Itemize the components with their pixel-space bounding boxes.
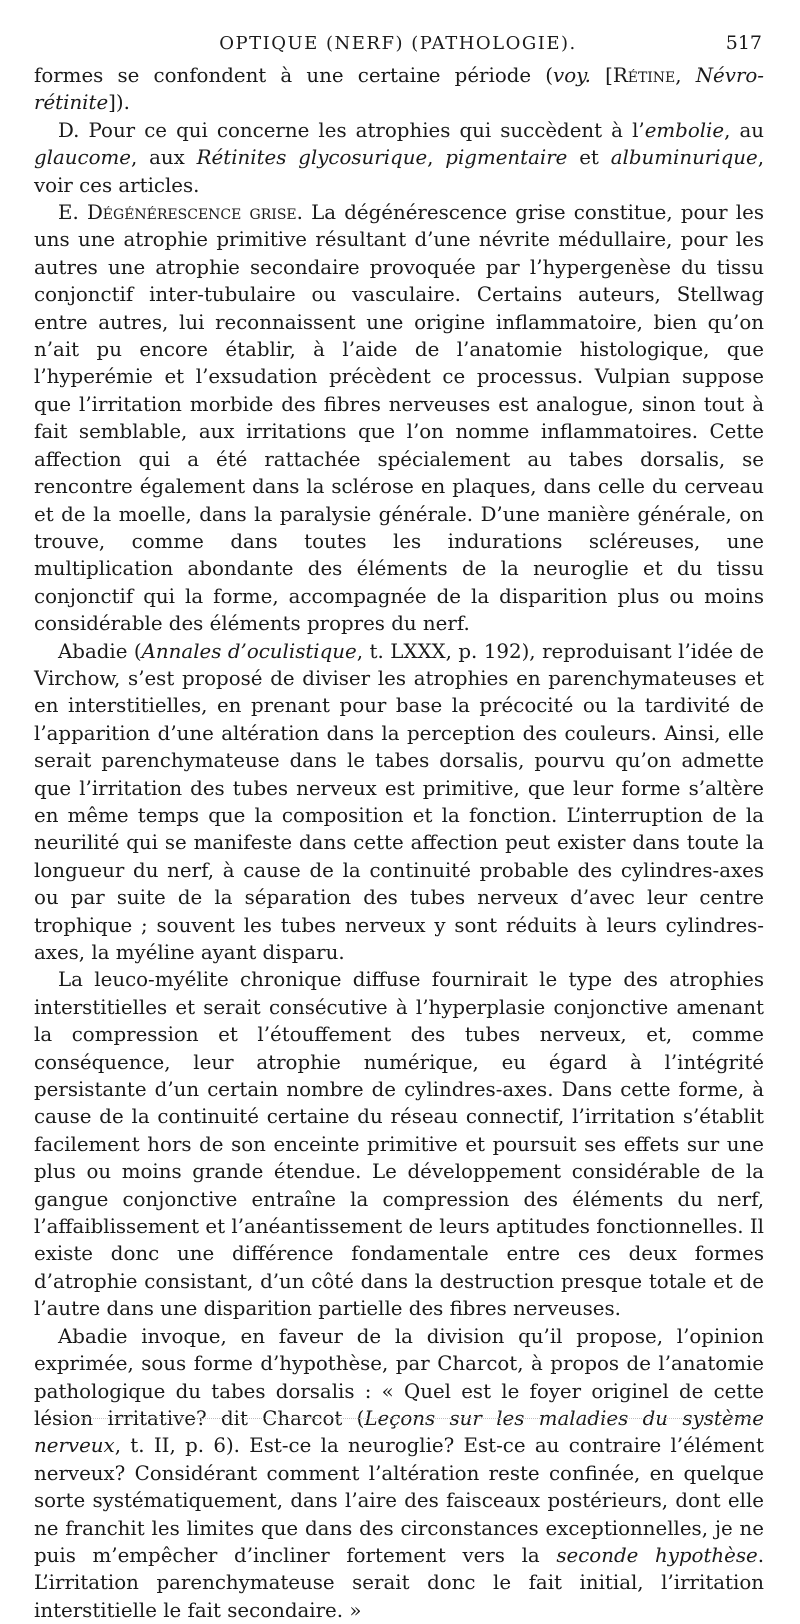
running-header <box>34 30 762 58</box>
header-title: OPTIQUE (NERF) (PATHOLOGIE). <box>219 33 577 54</box>
paragraph-d: D. Pour ce qui concerne les atrophies qui succèdent à l’embolie, au glaucome, aux Rétinites glycosurique, pigmentaire et albuminurique, voir ces articles. <box>34 118 765 197</box>
section-heading: Dégénérescence grise <box>86 201 297 225</box>
body-text <box>34 62 764 1624</box>
paragraph-continued: formes se confondent à une certaine période (voy. [Rétine, Névro-rétinite]). <box>34 64 764 115</box>
bleed-through-dots <box>60 1412 750 1419</box>
paragraph-abadie: Abadie (Annales d’oculistique, t. LXXX, p. 192), reproduisant l’idée de Virchow, s’est proposé de diviser les atrophies en parenchymateuses et en interstitielles, en prenant pour base la précocité ou la tardivité de l’apparition d’une altération dans la perception des couleurs. Ainsi, elle serait parenchymateuse dans le tabes dorsalis, pourvu qu’on admette que l’irritation des tubes nerveux est primitive, que leur forme s’altère en même temps que la composition et la fonction. L’interruption de la neurilité qui se manifeste dans cette affection peut exister dans toute la longueur du nerf, à cause de la continuité probable des cylindres-axes ou par suite de la séparation des tubes nerveux d’avec leur centre trophique ; souvent les tubes nerveux y sont réduits à leurs cylindres-axes, la myéline ayant disparu. <box>34 639 764 964</box>
paragraph-leuco-myelite: La leuco-myélite chronique diffuse fournirait le type des atrophies interstitielles et serait consécutive à l’hyperplasie conjonctive amenant la compression et l’étouffement des tubes nerveux, et, comme conséquence, leur atrophie numérique, eu égard à l’intégrité persistante d’un certain nombre de cylindres-axes. Dans cette forme, à cause de la continuité certaine du réseau connectif, l’irritation s’établit facilement hors de son enceinte primitive et poursuit ses effets sur une plus ou moins grande étendue. Le développement considérable de la gangue conjonctive entraîne la compression des éléments du nerf, l’affaiblissement et l’anéantissement de leurs aptitudes fonctionnelles. Il existe donc une différence fondamentale entre ces deux formes d’atrophie consistant, d’un côté dans la destruction presque totale et de l’autre dans une disparition partielle des fibres nerveuses. <box>34 968 764 1321</box>
page-number: 517 <box>725 32 762 54</box>
paragraph-e: E. Dégénérescence grise. La dégénérescence grise constitue, pour les uns une atrophie primitive résultant d’une névrite médullaire, pour les autres une atrophie secondaire provoquée par l’hypergenèse du tissu conjonctif inter-tubulaire ou vasculaire. Certains auteurs, Stellwag entre autres, lui reconnaissent une origine inflammatoire, bien qu’on n’ait pu encore établir, à l’aide de l’anatomie histologique, que l’hyperémie et l’exsudation précèdent ce processus. Vulpian suppose que l’irritation morbide des fibres nerveuses est analogue, sinon tout à fait semblable, aux irritations que l’on nomme inflammatoires. Cette affection qui a été rattachée spécialement au tabes dorsalis, se rencontre également dans la sclérose en plaques, dans celle du cerveau et de la moelle, dans la paralysie générale. D’une manière générale, on trouve, comme dans toutes les indurations scléreuses, une multiplication abondante des éléments de la neuroglie et du tissu conjonctif qui la forme, accompagnée de la disparition plus ou moins considérable des éléments propres du nerf. <box>34 201 764 636</box>
paragraph-charcot: Abadie invoque, en faveur de la division qu’il propose, l’opinion exprimée, sous forme d’hypothèse, par Charcot, à propos de l’anatomie pathologique du tabes dorsalis : « Quel est le foyer originel de cette lésion irritative? dit Charcot (Leçons sur les maladies du système nerveux, t. II, p. 6). Est-ce la neuroglie? Est-ce au contraire l’élément nerveux? Considérant comment l’altération reste confinée, en quelque sorte systématiquement, dans l’aire des faisceaux postérieurs, dont elle ne franchit les limites que dans des circonstances exceptionnelles, je ne puis m’empêcher d’incliner fortement vers la seconde hypothèse. L’irritation parenchymateuse serait donc le fait initial, l’irritation interstitielle le fait secondaire. » <box>34 1324 764 1622</box>
